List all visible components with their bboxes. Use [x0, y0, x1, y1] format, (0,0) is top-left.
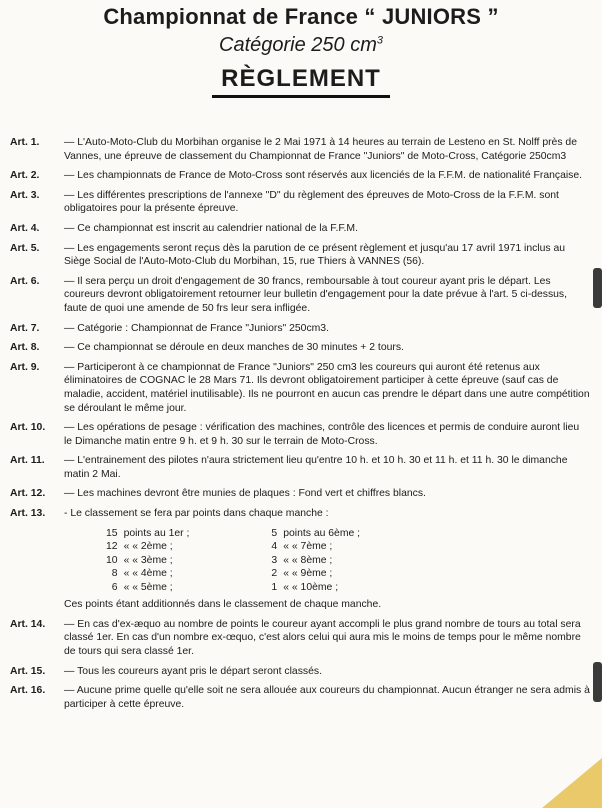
- article: [10, 222, 590, 236]
- article-text: — Les différentes prescriptions de l'annexe "D" du règlement des épreuves de Moto-Cross de la F.F.M. sont obligatoires pour la présente épreuve.: [64, 189, 559, 215]
- points-row: [106, 554, 366, 568]
- points-spacer: [195, 527, 271, 541]
- points-cell: « « 2ème ;: [123, 541, 173, 553]
- article-number: Art. 11.: [10, 455, 45, 467]
- points-cell: points au 6ème ;: [283, 527, 361, 539]
- championship-title: Championnat de France “ JUNIORS ”: [103, 4, 499, 29]
- points-row: [106, 581, 366, 595]
- article-number: Art. 10.: [10, 422, 46, 434]
- article: [10, 421, 590, 448]
- regulation-heading: RÈGLEMENT: [221, 65, 381, 92]
- article-text: — L'entrainement des pilotes n'aura strictement lieu qu'entre 10 h. et 10 h. 30 et 11 h. et 11 h. 30 le dimanche matin 2 Mai.: [64, 455, 568, 480]
- points-cell: points au 1er ;: [123, 527, 190, 539]
- points-note: Ces points étant additionnés dans le classement de chaque manche.: [64, 599, 382, 611]
- points-cell: 1: [271, 581, 278, 593]
- article: [10, 341, 590, 355]
- binder-clip-top: [593, 268, 602, 308]
- document-header: [0, 4, 602, 98]
- points-row: [106, 527, 366, 541]
- article: [10, 189, 590, 216]
- category-title: [0, 34, 602, 57]
- article-number: Art. 2.: [10, 170, 40, 182]
- article-number: Art. 5.: [10, 242, 40, 254]
- article-text: — Ce championnat se déroule en deux manches de 30 minutes + 2 tours.: [64, 342, 404, 354]
- points-cell: « « 4ème ;: [123, 568, 173, 580]
- article: [10, 684, 590, 711]
- points-cell: « « 5ème ;: [123, 581, 173, 593]
- article-number: Art. 14.: [10, 618, 46, 630]
- article: [10, 361, 590, 415]
- article: [10, 169, 590, 183]
- points-cell: 2: [271, 568, 278, 580]
- article-number: Art. 3.: [10, 189, 40, 201]
- article-number: Art. 13.: [10, 508, 46, 520]
- article: [10, 507, 590, 612]
- article-text: — Il sera perçu un droit d'engagement de 30 francs, remboursable à tout coureur ayant pris le départ. Les coureurs devront obligatoirement retourner leur bulletin d'engagement pour la date prévue à l'art. 5 ci-dessus, faute de quoi une amende de 50 frs leur sera infligée.: [64, 275, 568, 314]
- points-cell: « « 9ème ;: [283, 568, 333, 580]
- article-text: - Le classement se fera par points dans chaque manche :: [64, 508, 329, 520]
- article: [10, 136, 590, 163]
- points-cell: « « 10ème ;: [283, 581, 339, 593]
- article: [10, 665, 590, 679]
- points-cell: 6: [111, 581, 118, 593]
- article-text: — L'Auto-Moto-Club du Morbihan organise le 2 Mai 1971 à 14 heures au terrain de Lesteno en St. Nolff près de Vannes, une épreuve de classement du Championnat de France "Juniors" de Moto-Cross, Catégorie 250cm3: [64, 137, 577, 162]
- article-text: — Les engagements seront reçus dès la parution de ce présent règlement et jusqu'au 17 avril 1971 inclus au Siège Social de l'Auto-Moto-Club du Morbihan, 15, rue Thiers à VANNES (56).: [64, 242, 566, 268]
- article: [10, 454, 590, 481]
- points-cell: 12: [106, 541, 118, 553]
- points-row: [106, 567, 366, 581]
- points-cell: 15: [106, 527, 118, 539]
- points-cell: 5: [271, 527, 278, 539]
- category-superscript: 3: [376, 34, 383, 47]
- article-text: — Aucune prime quelle qu'elle soit ne sera allouée aux coureurs du championnat. Aucun étranger ne sera admis à participer à cette épreuve.: [64, 685, 590, 710]
- points-spacer: [195, 540, 271, 554]
- paper-corner: [542, 758, 602, 808]
- points-cell: « « 8ème ;: [283, 554, 333, 566]
- points-spacer: [195, 581, 271, 595]
- points-row: [106, 540, 366, 554]
- article-number: Art. 9.: [10, 361, 40, 373]
- article-text: — Les championnats de France de Moto-Cross sont réservés aux licenciés de la F.F.M. de nationalité Française.: [64, 170, 583, 182]
- article: [10, 487, 590, 501]
- article-number: Art. 7.: [10, 322, 40, 334]
- points-cell: 3: [271, 554, 278, 566]
- heading-underline: [212, 95, 390, 98]
- article-number: Art. 4.: [10, 222, 40, 234]
- article-number: Art. 1.: [10, 137, 40, 148]
- category-text: Catégorie 250 cm: [219, 34, 377, 56]
- article: [10, 618, 590, 659]
- article-text: — Les machines devront être munies de plaques : Fond vert et chiffres blancs.: [64, 488, 426, 500]
- points-cell: « « 3ème ;: [123, 554, 173, 566]
- article-number: Art. 15.: [10, 665, 46, 677]
- article: [10, 322, 590, 336]
- binder-clip-bottom: [593, 662, 602, 702]
- article: [10, 275, 590, 316]
- points-cell: 10: [106, 554, 118, 566]
- article-text: — Ce championnat est inscrit au calendrier national de la F.F.M.: [64, 222, 358, 234]
- points-cell: 4: [271, 541, 278, 553]
- article: [10, 242, 590, 269]
- article-number: Art. 16.: [10, 685, 46, 697]
- points-table: [106, 527, 366, 595]
- article-text: — Les opérations de pesage : vérification des machines, contrôle des licences et permis de conduire auront lieu le Dimanche matin entre 9 h. et 9 h. 30 sur le terrain de Moto-Cross.: [64, 422, 580, 447]
- article-text: — En cas d'ex-æquo au nombre de points le coureur ayant accompli le plus grand nombre de tours au total sera classé 1er. En cas d'un nombre ex-œquo, c'est alors celui qui aura mis le moins de temps pour le même nombre de tours qui sera classé 1er.: [64, 618, 581, 657]
- article-text: — Catégorie : Championnat de France "Juniors" 250cm3.: [64, 322, 329, 334]
- article-number: Art. 8.: [10, 342, 40, 354]
- points-cell: « « 7ème ;: [283, 541, 333, 553]
- article-number: Art. 6.: [10, 275, 40, 287]
- article-text: — Participeront à ce championnat de France "Juniors" 250 cm3 les coureurs qui auront été retenus aux éliminatoires de COGNAC le 28 Mars 71. Ils devront obligatoirement participer à cette épreuve (sauf cas de maladie, accident, matériel inutilisable). Ils ne pourront en aucun cas prendre le départ dans une autre compétition se déroulant le même jour.: [64, 361, 590, 414]
- points-cell: 8: [111, 568, 118, 580]
- article-number: Art. 12.: [10, 488, 46, 500]
- points-spacer: [195, 567, 271, 581]
- article-text: — Tous les coureurs ayant pris le départ seront classés.: [64, 665, 322, 677]
- articles-list: [10, 136, 590, 717]
- points-spacer: [195, 554, 271, 568]
